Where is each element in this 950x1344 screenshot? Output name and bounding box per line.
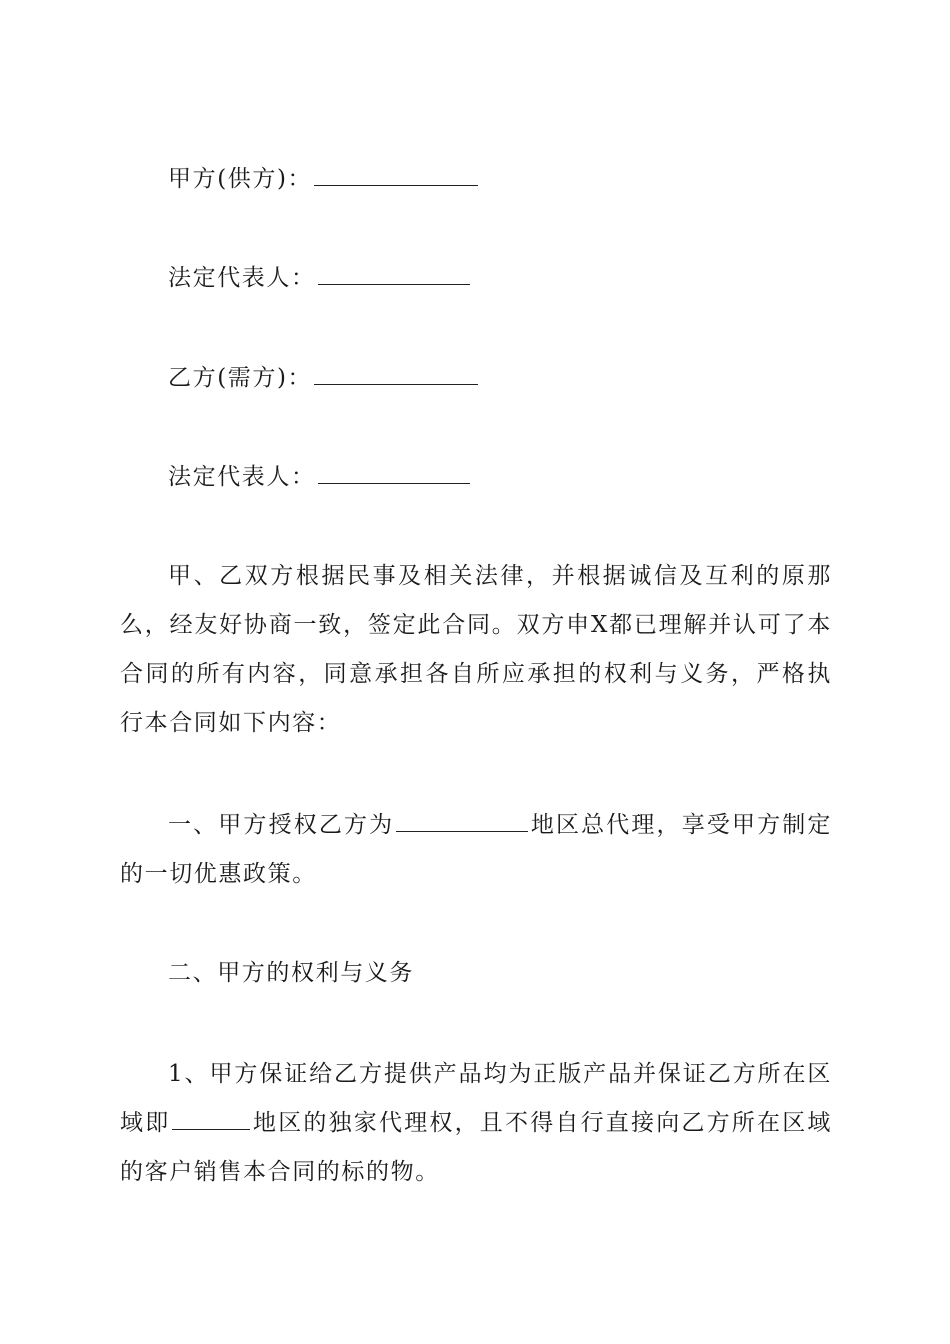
item-1-before: 1、甲方保证给乙方提供产品均为正版产品并保证乙方所在区域即 (120, 1061, 832, 1136)
clause-1-region-blank[interactable] (396, 811, 528, 832)
party-b-label: 乙方(需方)： (168, 365, 313, 391)
item-1-paragraph (120, 1050, 832, 1197)
clause-1-after: 地区总代理，享受甲方制定的一切优惠政策。 (120, 812, 833, 887)
item-1-after: 地区的独家代理权，且不得自行直接向乙方所在区域的客户销售本合同的标的物。 (120, 1110, 832, 1185)
party-b-line (168, 354, 480, 403)
intro-text: 甲、乙双方根据民事及相关法律，并根据诚信及互利的原那么，经友好协商一致，签定此合同。双方申X都已理解并认可了本合同的所有内容，同意承担各自所应承担的权利与义务，严格执行本合同如下内容： (120, 563, 832, 736)
party-a-rep-label: 法定代表人： (168, 265, 316, 291)
clause-2-heading-text: 二、甲方的权利与义务 (168, 960, 414, 986)
item-1-region-blank[interactable] (172, 1109, 250, 1130)
intro-paragraph (120, 552, 832, 748)
party-b-rep-line (168, 453, 472, 502)
clause-1-before: 一、甲方授权乙方为 (168, 812, 395, 838)
party-a-label: 甲方(供方)： (168, 166, 313, 192)
party-a-rep-line (168, 254, 472, 303)
clause-2-heading (168, 949, 414, 998)
party-a-blank[interactable] (314, 165, 478, 186)
party-b-rep-blank[interactable] (318, 463, 470, 484)
party-a-line (168, 155, 480, 204)
party-b-blank[interactable] (314, 364, 478, 385)
party-a-rep-blank[interactable] (318, 264, 470, 285)
party-b-rep-label: 法定代表人： (168, 464, 316, 490)
clause-1-paragraph (120, 801, 832, 899)
